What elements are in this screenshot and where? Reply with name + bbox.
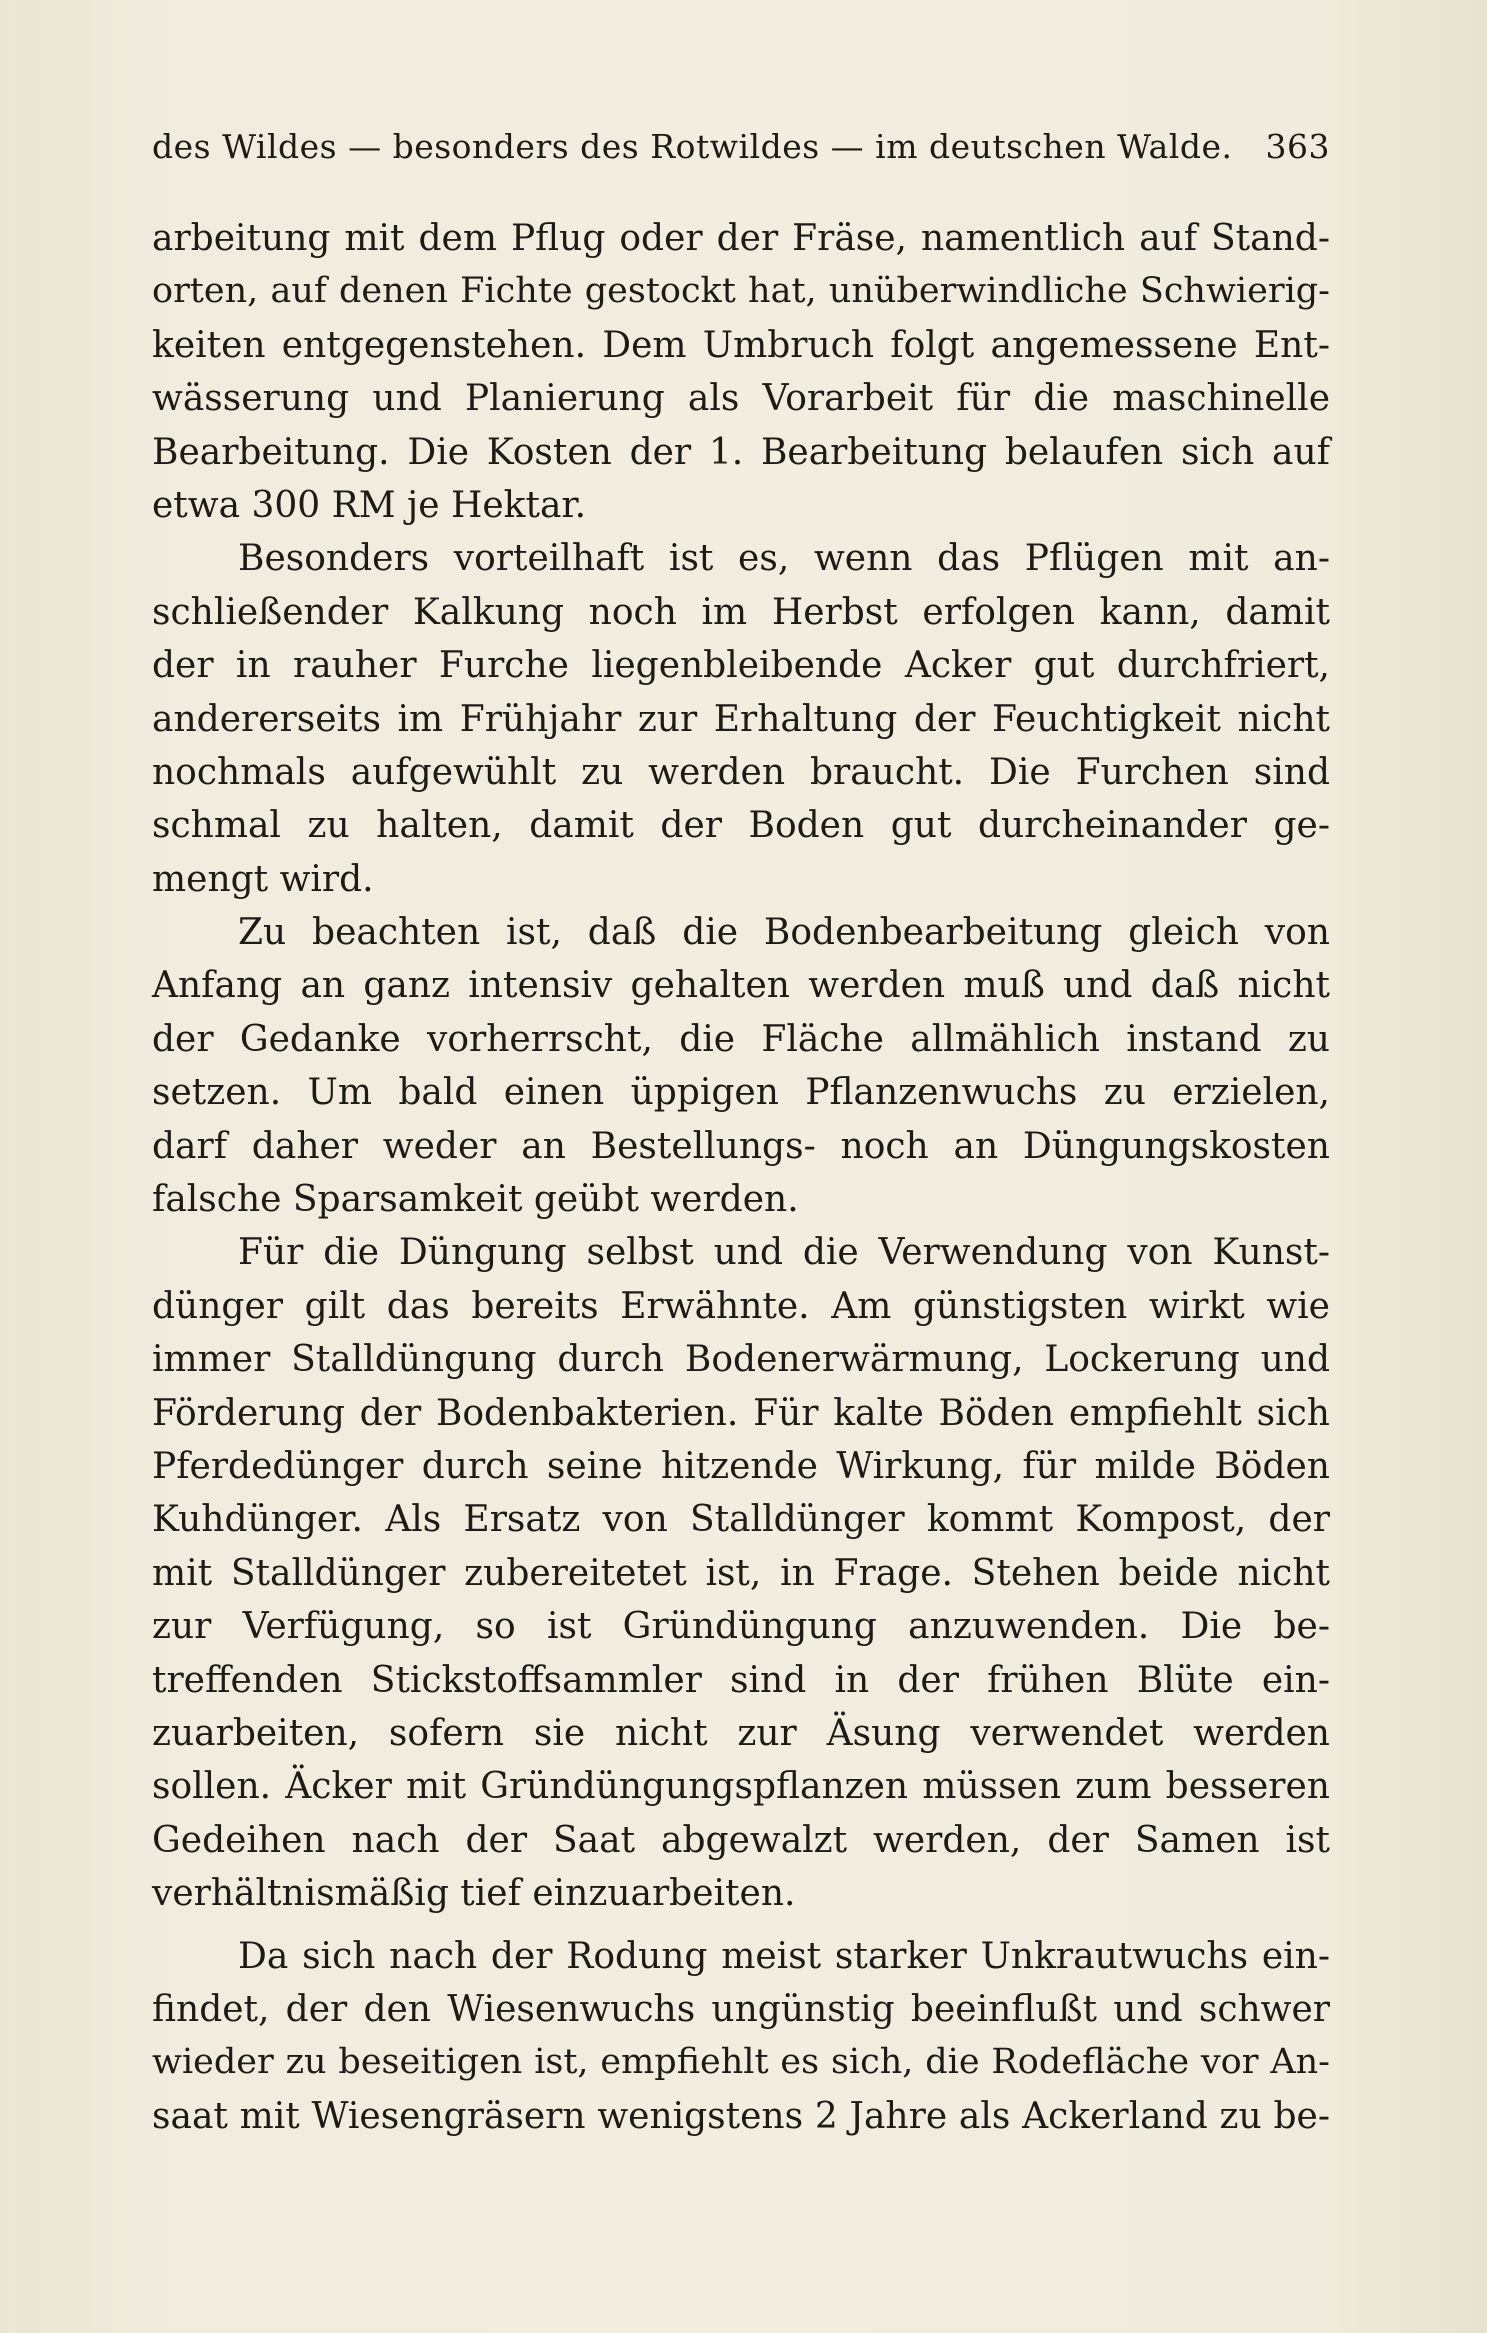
text-line: darf daher weder an Bestellungs- noch an Düngungskosten [152,1125,1330,1167]
text-line: nochmals aufgewühlt zu werden braucht. Die Furchen sind [152,751,1330,793]
running-title: des Wildes — besonders des Rotwildes — im deutschen Walde. [152,127,1233,166]
text-line: zuarbeiten, sofern sie nicht zur Äsung verwendet werden [152,1712,1330,1754]
text-line: Für die Düngung selbst und die Verwendung von Kunst- [238,1232,1330,1274]
paragraph-5 [152,1930,1330,2144]
text-line: schmal zu halten, damit der Boden gut durcheinander ge- [152,805,1330,847]
text-line: mengt wird. [152,858,374,900]
text-line: Besonders vorteilhaft ist es, wenn das Pflügen mit an- [238,538,1330,580]
text-line: der in rauher Furche liegenbleibende Acker gut durchfriert, [152,645,1330,687]
text-line: setzen. Um bald einen üppigen Pflanzenwuchs zu erzielen, [152,1072,1330,1114]
text-line: keiten entgegenstehen. Dem Umbruch folgt angemessene Ent- [152,324,1330,366]
body-text [152,212,1330,2143]
paragraph-3 [152,906,1330,1226]
text-line: Kuhdünger. Als Ersatz von Stalldünger kommt Kompost, der [152,1499,1330,1541]
text-line: saat mit Wiesengräsern wenigstens 2 Jahre als Ackerland zu be- [152,2095,1330,2137]
text-line: orten, auf denen Fichte gestockt hat, unüberwindliche Schwierig- [152,271,1330,312]
text-line: falsche Sparsamkeit geübt werden. [152,1179,799,1221]
text-line: schließender Kalkung noch im Herbst erfolgen kann, damit [152,591,1330,633]
text-line: Anfang an ganz intensiv gehalten werden muß und daß nicht [152,965,1330,1007]
paragraph-2 [152,532,1330,906]
page-header [152,122,1330,172]
text-line: Förderung der Bodenbakterien. Für kalte Böden empfiehlt sich [152,1392,1330,1434]
text-line: wässerung und Planierung als Vorarbeit für die maschinelle [152,378,1330,420]
text-line: treffenden Stickstoffsammler sind in der frühen Blüte ein- [152,1659,1330,1701]
text-line: Gedeihen nach der Saat abgewalzt werden, der Samen ist [152,1819,1330,1861]
text-line: Pferdedünger durch seine hitzende Wirkung, für milde Böden [152,1445,1330,1487]
text-line: andererseits im Frühjahr zur Erhaltung der Feuchtigkeit nicht [152,698,1330,740]
paragraph-4 [152,1226,1330,1920]
text-line: arbeitung mit dem Pflug oder der Fräse, namentlich auf Stand- [152,218,1330,259]
text-line: findet, der den Wiesenwuchs ungünstig beeinflußt und schwer [152,1988,1330,2030]
paragraph-1 [152,212,1330,532]
text-line: zur Verfügung, so ist Gründüngung anzuwenden. Die be- [152,1606,1330,1648]
text-line: der Gedanke vorherrscht, die Fläche allmählich instand zu [152,1018,1330,1060]
text-line: sollen. Äcker mit Gründüngungspflanzen müssen zum besseren [152,1766,1330,1808]
text-line: Zu beachten ist, daß die Bodenbearbeitung gleich von [238,912,1330,954]
text-line: wieder zu beseitigen ist, empfiehlt es sich, die Rodefläche vor An- [152,2042,1330,2083]
page-number: 363 [1265,127,1330,166]
text-line: Bearbeitung. Die Kosten der 1. Bearbeitung belaufen sich auf [152,431,1330,473]
text-line: verhältnismäßig tief einzuarbeiten. [152,1873,796,1915]
text-line: mit Stalldünger zubereitetet ist, in Frage. Stehen beide nicht [152,1552,1330,1594]
text-line: immer Stalldüngung durch Bodenerwärmung, Lockerung und [152,1339,1330,1381]
text-line: Da sich nach der Rodung meist starker Unkrautwuchs ein- [238,1935,1330,1977]
text-line: etwa 300 RM je Hektar. [152,484,587,526]
text-line: dünger gilt das bereits Erwähnte. Am günstigsten wirkt wie [152,1285,1330,1327]
